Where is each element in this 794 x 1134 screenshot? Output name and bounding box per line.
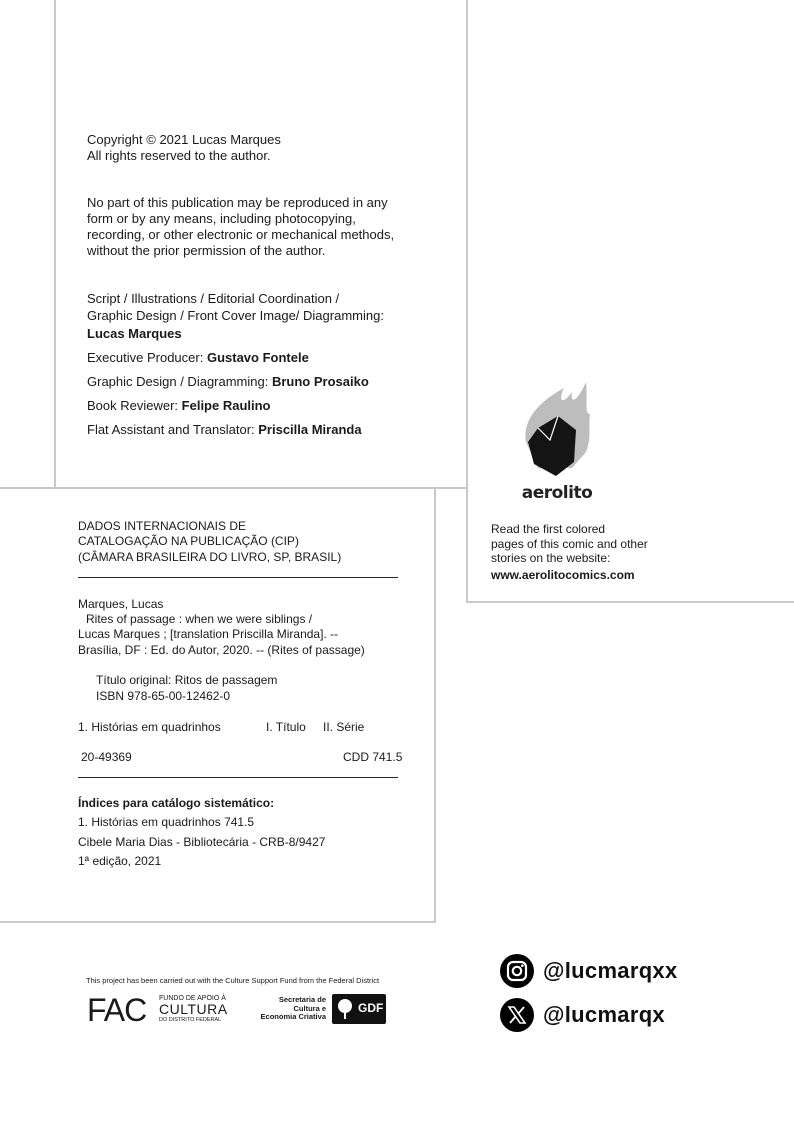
instagram-handle[interactable] [500, 954, 678, 988]
instagram-icon [500, 954, 534, 988]
x-handle[interactable] [500, 998, 665, 1032]
copyright-line: Copyright © 2021 Lucas Marques [87, 132, 281, 147]
cip-entry-line: Lucas Marques ; [translation Priscilla Miranda]. -- [78, 627, 339, 641]
x-icon [500, 998, 534, 1032]
website-blurb-line: pages of this comic and other [491, 537, 648, 551]
instagram-handle-text: @lucmarqxx [543, 958, 678, 983]
credit-script-line: Script / Illustrations / Editorial Coordination / [87, 291, 340, 306]
edition: 1ª edição, 2021 [78, 854, 162, 868]
secretaria-label: Secretaria de Cultura e Economia Criativa [260, 995, 326, 1021]
divider [78, 777, 398, 778]
website-blurb-line: stories on the website: [491, 551, 611, 565]
credit-name: Lucas Marques [87, 326, 182, 341]
credit-exec: Executive Producer: Gustavo Fontele [87, 350, 309, 365]
librarian: Cibele Maria Dias - Bibliotecária - CRB-8/9427 [78, 835, 326, 849]
cip-header-line: DADOS INTERNACIONAIS DE [78, 519, 247, 533]
credit-reviewer: Book Reviewer: Felipe Raulino [87, 398, 271, 413]
divider [78, 577, 398, 578]
cip-entry-line: Marques, Lucas [78, 597, 164, 611]
credit-translator: Flat Assistant and Translator: Priscilla Miranda [87, 422, 362, 437]
cip-number: 20-49369 [81, 750, 132, 764]
isbn: ISBN 978-65-00-12462-0 [96, 689, 231, 703]
gdf-logo: GDF [332, 994, 386, 1024]
cip-header-line: (CÂMARA BRASILEIRA DO LIVRO, SP, BRASIL) [78, 550, 342, 564]
title-label: I. Título [266, 720, 306, 734]
notice-line: recording, or other electronic or mechanical methods, [87, 227, 395, 242]
aerolito-logo-text: aerolito [521, 483, 593, 503]
rights-line: All rights reserved to the author. [87, 148, 271, 163]
x-handle-text: @lucmarqx [543, 1002, 665, 1027]
series-label: II. Série [323, 720, 365, 734]
index-item: 1. Histórias em quadrinhos 741.5 [78, 815, 255, 829]
index-heading: Índices para catálogo sistemático: [78, 796, 275, 810]
aerolito-panel [466, 0, 794, 603]
aerolito-logo-icon [512, 378, 602, 504]
cip-entry-line: Brasília, DF : Ed. do Autor, 2020. -- (Rites of passage) [78, 643, 365, 657]
notice-line: without the prior permission of the author. [87, 243, 326, 258]
subject-heading: 1. Histórias em quadrinhos [78, 720, 221, 734]
notice-line: form or by any means, including photocopying, [87, 211, 356, 226]
credit-design: Graphic Design / Diagramming: Bruno Prosaiko [87, 374, 369, 389]
original-title: Título original: Ritos de passagem [96, 673, 278, 687]
tree-icon [335, 998, 355, 1020]
cip-entry-line: Rites of passage : when we were siblings / [86, 612, 313, 626]
cdd: CDD 741.5 [343, 750, 403, 764]
website-blurb-line: Read the first colored [491, 522, 606, 536]
cip-header-line: CATALOGAÇÃO NA PUBLICAÇÃO (CIP) [78, 534, 299, 548]
funding-note: This project has been carried out with the Culture Support Fund from the Federal District [86, 976, 380, 985]
credit-script-line: Graphic Design / Front Cover Image/ Diagramming: [87, 308, 384, 323]
notice-line: No part of this publication may be reproduced in any [87, 195, 388, 210]
website-link[interactable]: www.aerolitocomics.com [491, 568, 635, 582]
